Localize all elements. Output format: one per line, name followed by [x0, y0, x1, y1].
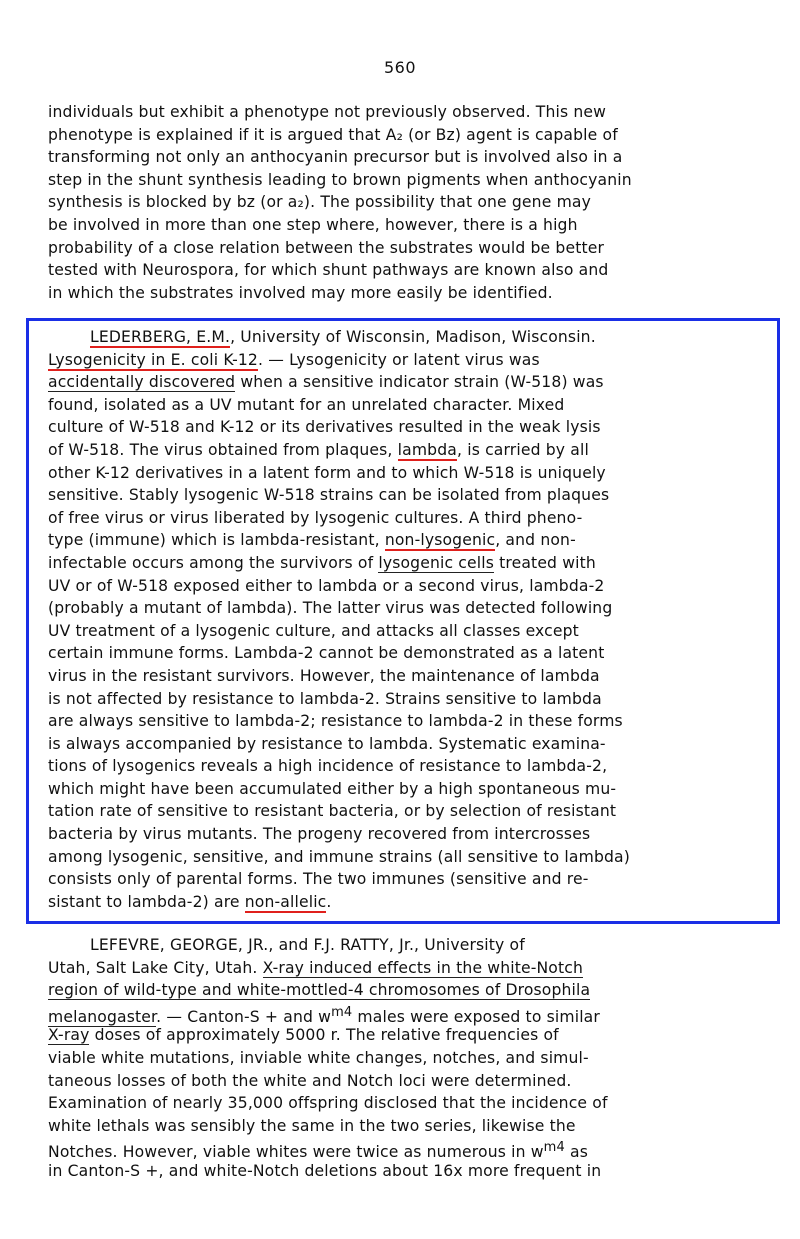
underlined-phrase: X-ray	[48, 1026, 90, 1045]
text-line: other K-12 derivatives in a latent form and to which W-518 is uniquely	[48, 463, 606, 482]
text-segment: doses of approximately 5000 r. The relative frequencies of	[89, 1026, 559, 1045]
abstract-title: melanogaster	[48, 1007, 157, 1026]
text-line: transforming not only an anthocyanin precursor but is involved also in a	[48, 148, 623, 167]
text-segment: as	[564, 1143, 588, 1162]
superscript: m4	[331, 1004, 353, 1020]
text-line: is not affected by resistance to lambda-2. Strains sensitive to lambda	[48, 689, 602, 708]
text-line	[48, 529, 752, 552]
text-line: step in the shunt synthesis leading to brown pigments when anthocyanin	[48, 170, 632, 189]
text-line: (probably a mutant of lambda). The latter virus was detected following	[48, 599, 613, 618]
text-line: be involved in more than one step where, however, there is a high	[48, 215, 578, 234]
text-line: Examination of nearly 35,000 offspring disclosed that the incidence of	[48, 1094, 608, 1113]
text-line: tested with Neurospora, for which shunt pathways are known also and	[48, 261, 609, 280]
text-line: sensitive. Stably lysogenic W-518 strains can be isolated from plaques	[48, 486, 610, 505]
text-segment: males were exposed to similar	[352, 1007, 600, 1026]
text-line: is always accompanied by resistance to lambda. Systematic examina-	[48, 734, 606, 753]
text-line: viable white mutations, inviable white changes, notches, and simul-	[48, 1048, 589, 1067]
text-line: culture of W-518 and K-12 or its derivatives resulted in the weak lysis	[48, 418, 601, 437]
text-line: found, isolated as a UV mutant for an unrelated character. Mixed	[48, 395, 565, 414]
text-line: tions of lysogenics reveals a high incidence of resistance to lambda-2,	[48, 757, 608, 776]
underlined-term: non-allelic	[244, 892, 327, 911]
text-line: UV or of W-518 exposed either to lambda or a second virus, lambda-2	[48, 576, 605, 595]
text-line	[48, 1024, 752, 1047]
text-line: in Canton-S +, and white-Notch deletions about 16x more frequent in	[48, 1161, 602, 1180]
text-line: taneous losses of both the white and Notch loci were determined.	[48, 1071, 572, 1090]
text-line: of free virus or virus liberated by lysogenic cultures. A third pheno-	[48, 508, 583, 527]
abstract-title: Lysogenicity in E. coli K	[48, 350, 233, 369]
text-segment: of W-518. The virus obtained from plaques,	[48, 440, 398, 459]
text-line: bacteria by virus mutants. The progeny recovered from intercrosses	[48, 825, 591, 844]
text-line: white lethals was sensibly the same in the two series, likewise the	[48, 1116, 576, 1135]
abstract-title: X-ray induced effects in the white-Notch	[262, 958, 584, 977]
text-segment: Utah, Salt Lake City, Utah.	[48, 958, 263, 977]
text-line: synthesis is blocked by bz (or a₂). The possibility that one gene may	[48, 193, 591, 212]
text-line: tation rate of sensitive to resistant bacteria, or by selection of resistant	[48, 802, 617, 821]
text-line	[48, 957, 752, 980]
text-segment: sistant to lambda-2) are	[48, 892, 245, 911]
underlined-phrase: lysogenic cells	[378, 553, 495, 572]
abstract-lefevre	[48, 934, 752, 1183]
text-segment: Notches. However, viable whites were twice as numerous in w	[48, 1143, 544, 1162]
text-line: are always sensitive to lambda-2; resistance to lambda-2 in these forms	[48, 712, 623, 731]
text-line: virus in the resistant survivors. However, the maintenance of lambda	[48, 666, 600, 685]
text-line	[48, 326, 752, 349]
abstract-title: region of wild-type and white-mottled-4 chromosomes of Drosophila	[48, 981, 591, 1000]
text-line	[48, 1137, 752, 1160]
text-segment: . — Canton-S + and w	[156, 1007, 332, 1026]
text-line: which might have been accumulated either by a high spontaneous mu-	[48, 779, 617, 798]
page-number: 560	[383, 58, 417, 77]
abstract-title: -12	[232, 350, 258, 369]
text-line: among lysogenic, sensitive, and immune strains (all sensitive to lambda)	[48, 847, 630, 866]
text-line	[48, 349, 752, 372]
text-segment: infectable occurs among the survivors of	[48, 553, 379, 572]
continuation-paragraph	[48, 101, 752, 304]
underlined-term: non-lysogenic	[384, 531, 496, 550]
underlined-phrase: accidentally discovered	[48, 373, 236, 392]
text-line: UV treatment of a lysogenic culture, and attacks all classes except	[48, 621, 579, 640]
text-line	[48, 371, 752, 394]
text-line: probability of a close relation between the substrates would be better	[48, 238, 605, 257]
abstract-lederberg	[48, 326, 752, 913]
text-line: certain immune forms. Lambda-2 cannot be demonstrated as a latent	[48, 644, 605, 663]
text-line	[48, 891, 752, 914]
text-segment: , is carried by all	[457, 440, 589, 459]
text-segment: , and non-	[495, 531, 576, 550]
text-line	[48, 439, 752, 462]
text-line: individuals but exhibit a phenotype not previously observed. This new	[48, 103, 607, 121]
text-line: phenotype is explained if it is argued that A₂ (or Bz) agent is capable of	[48, 125, 618, 144]
text-line	[48, 979, 752, 1002]
affiliation: , University of Wisconsin, Madison, Wisconsin.	[230, 328, 596, 346]
superscript: m4	[543, 1140, 565, 1156]
text-segment: . — Lysogenicity or latent virus was	[258, 350, 540, 369]
text-line	[48, 552, 752, 575]
text-line: LEFEVRE, GEORGE, JR., and F.J. RATTY, Jr., University of	[90, 936, 525, 954]
text-line: in which the substrates involved may more easily be identified.	[48, 283, 553, 302]
text-segment: type (immune) which is lambda-resistant,	[48, 531, 385, 550]
text-segment: .	[326, 892, 332, 911]
underlined-term: lambda	[397, 440, 457, 459]
author-name: LEDERBERG, E.M.	[90, 328, 231, 346]
text-segment: when a sensitive indicator strain (W-518) was	[235, 373, 604, 392]
text-line: consists only of parental forms. The two immunes (sensitive and re-	[48, 870, 589, 889]
text-line	[48, 1002, 752, 1025]
text-segment: treated with	[494, 553, 596, 572]
